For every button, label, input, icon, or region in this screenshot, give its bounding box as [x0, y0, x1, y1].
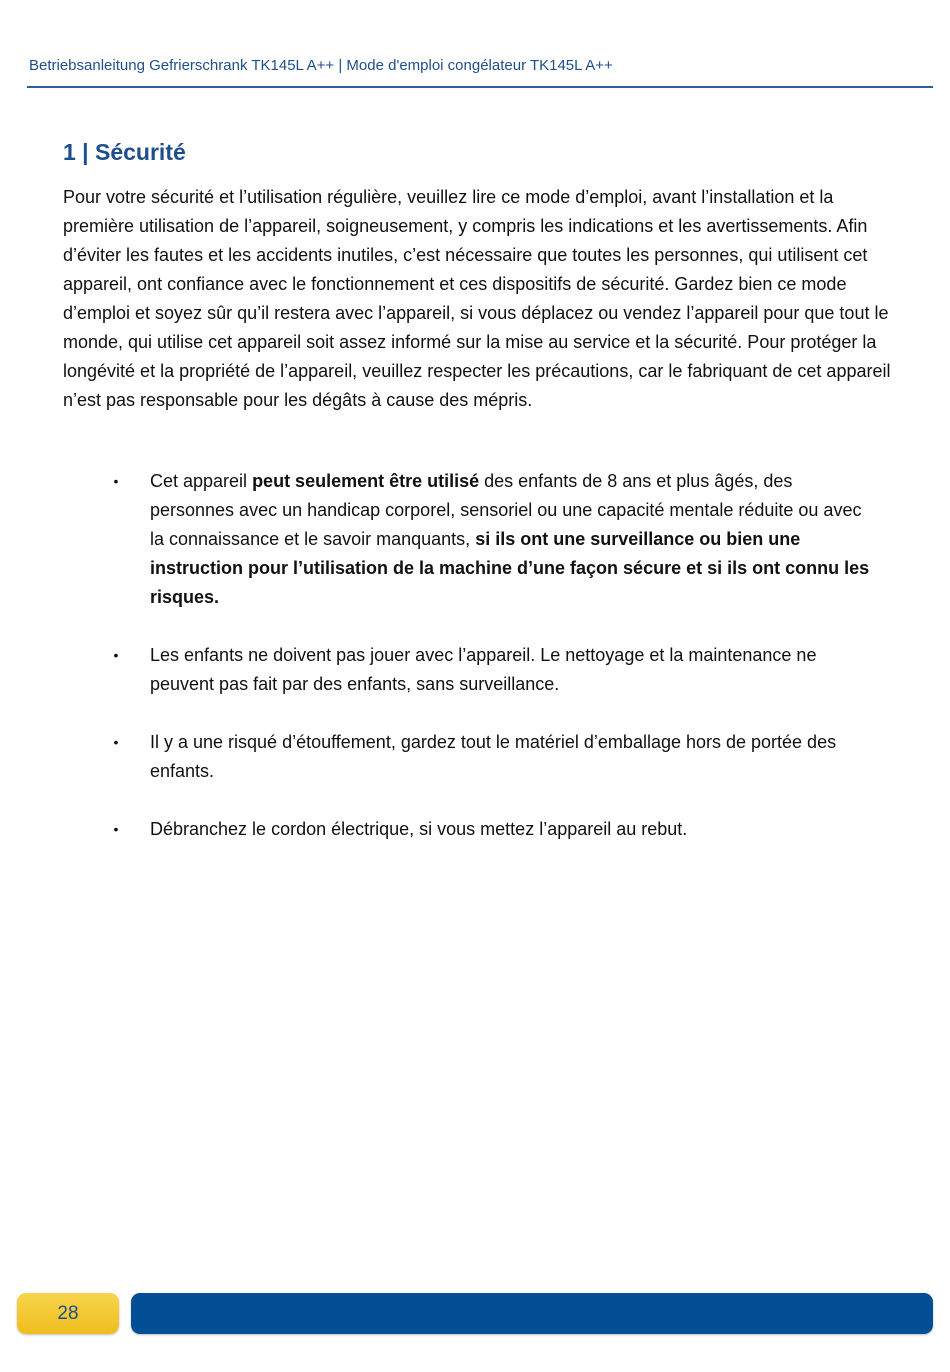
page-number-badge: 28: [17, 1293, 119, 1334]
bullet-icon: •: [113, 473, 119, 489]
safety-list: [0, 467, 950, 873]
list-item: [0, 467, 870, 612]
item-text: Débranchez le cordon électrique, si vous mettez l’appareil au rebut.: [150, 819, 688, 839]
item-text: Il y a une risqué d’étouffement, gardez tout le matériel d’emballage hors de portée des enfants.: [150, 732, 837, 781]
item-text: Cet appareil: [150, 471, 253, 491]
list-item: [0, 815, 870, 844]
item-text: des enfants de 8 ans et plus âgés, des personnes avec un handicap corporel, sensoriel ou une capacité mentale réduite ou avec la connaissance et le savoir manquants,: [150, 471, 862, 549]
footer-bar: [131, 1293, 933, 1334]
list-item: [0, 728, 870, 786]
intro-paragraph: Pour votre sécurité et l’utilisation régulière, veuillez lire ce mode d’emploi, avant l’installation et la première utilisation de l’appareil, soigneusement, y compris les indications et les avertissements. Afin d’éviter les fautes et les accidents inutiles, c’est nécessaire que toutes les personnes, qui utilisent cet appareil, ont confiance avec le fonctionnement et ces dispositifs de sécurité. Gardez bien ce mode d’emploi et soyez sûr qu’il restera avec l’appareil, si vous déplacez ou vendez l’appareil pour que tout le monde, qui utilise cet appareil soit assez informé sur la mise au service et la sécurité. Pour protéger la longévité et la propriété de l’appareil, veuillez respecter les précautions, car le fabriquant de cet appareil n’est pas responsable pour les dégâts à cause des mépris.: [63, 187, 891, 410]
item-text: Les enfants ne doivent pas jouer avec l’appareil. Le nettoyage et la maintenance ne peuvent pas fait par des enfants, sans surveillance.: [150, 645, 817, 694]
item-text-bold: peut seulement être utilisé: [252, 471, 480, 491]
list-item: [0, 641, 870, 699]
item-text-bold: si ils ont une surveillance ou bien une instruction pour l’utilisation de la machine d’une façon sécure et si ils ont connu les risques.: [150, 529, 870, 607]
bullet-icon: •: [113, 647, 119, 663]
section-title: 1 | Sécurité: [63, 139, 186, 165]
bullet-icon: •: [113, 734, 119, 750]
header-divider: [27, 86, 933, 88]
running-header: Betriebsanleitung Gefrierschrank TK145L A++ | Mode d'emploi congélateur TK145L A++: [29, 57, 613, 74]
bullet-icon: •: [113, 821, 119, 837]
